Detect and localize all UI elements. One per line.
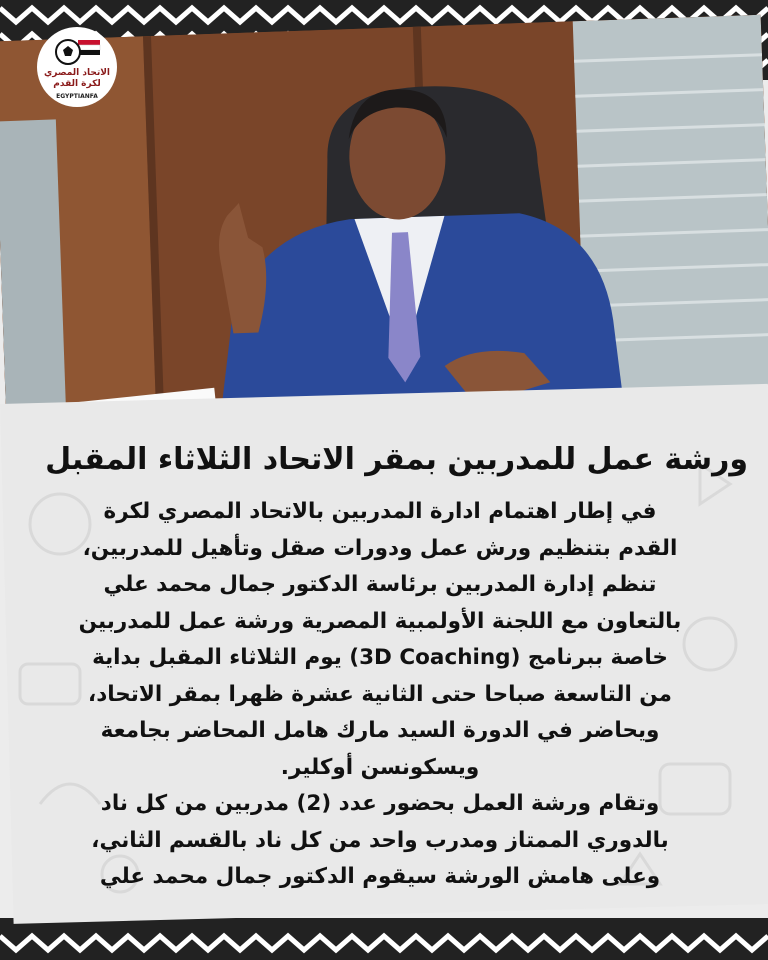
body-line: من التاسعة صباحا حتى الثانية عشرة ظهرا بمقر الاتحاد،: [88, 681, 672, 707]
body-line: بالدوري الممتاز ومدرب واحد من كل ناد بالقسم الثاني،: [91, 827, 669, 853]
article-headline: ورشة عمل للمدربين بمقر الاتحاد الثلاثاء المقبل: [45, 442, 748, 477]
body-line: في إطار اهتمام ادارة المدربين بالاتحاد المصري لكرة: [103, 499, 657, 524]
body-line: ويحاضر في الدورة السيد مارك هامل المحاضر بجامعة: [100, 718, 660, 743]
body-line: وعلى هامش الورشة سيقوم الدكتور جمال محمد علي: [99, 864, 661, 889]
federation-logo: [40, 30, 114, 104]
body-line: وتقام ورشة العمل بحضور عدد (2) مدربين من كل ناد: [100, 791, 660, 816]
speaker-photo: [0, 15, 768, 452]
article-body: [30, 494, 730, 896]
logo-arabic-line1: الاتحاد المصري: [44, 68, 110, 78]
logo-latin-text: EGYPTIANFA: [56, 93, 98, 100]
body-line: ويسكونسن أوكلير.: [280, 754, 480, 780]
body-line: القدم بتنظيم ورش عمل ودورات صقل وتأهيل للمدربين،: [82, 535, 678, 561]
body-line: بالتعاون مع اللجنة الأولمبية المصرية ورشة عمل للمدربين: [78, 608, 682, 634]
body-line: خاصة ببرنامج (3D Coaching) يوم الثلاثاء المقبل بداية: [92, 645, 668, 670]
zigzag-border-bottom: [0, 918, 768, 960]
body-line: تنظم إدارة المدربين برئاسة الدكتور جمال محمد علي: [103, 572, 657, 597]
logo-arabic-line2: لكرة القدم: [53, 79, 101, 89]
